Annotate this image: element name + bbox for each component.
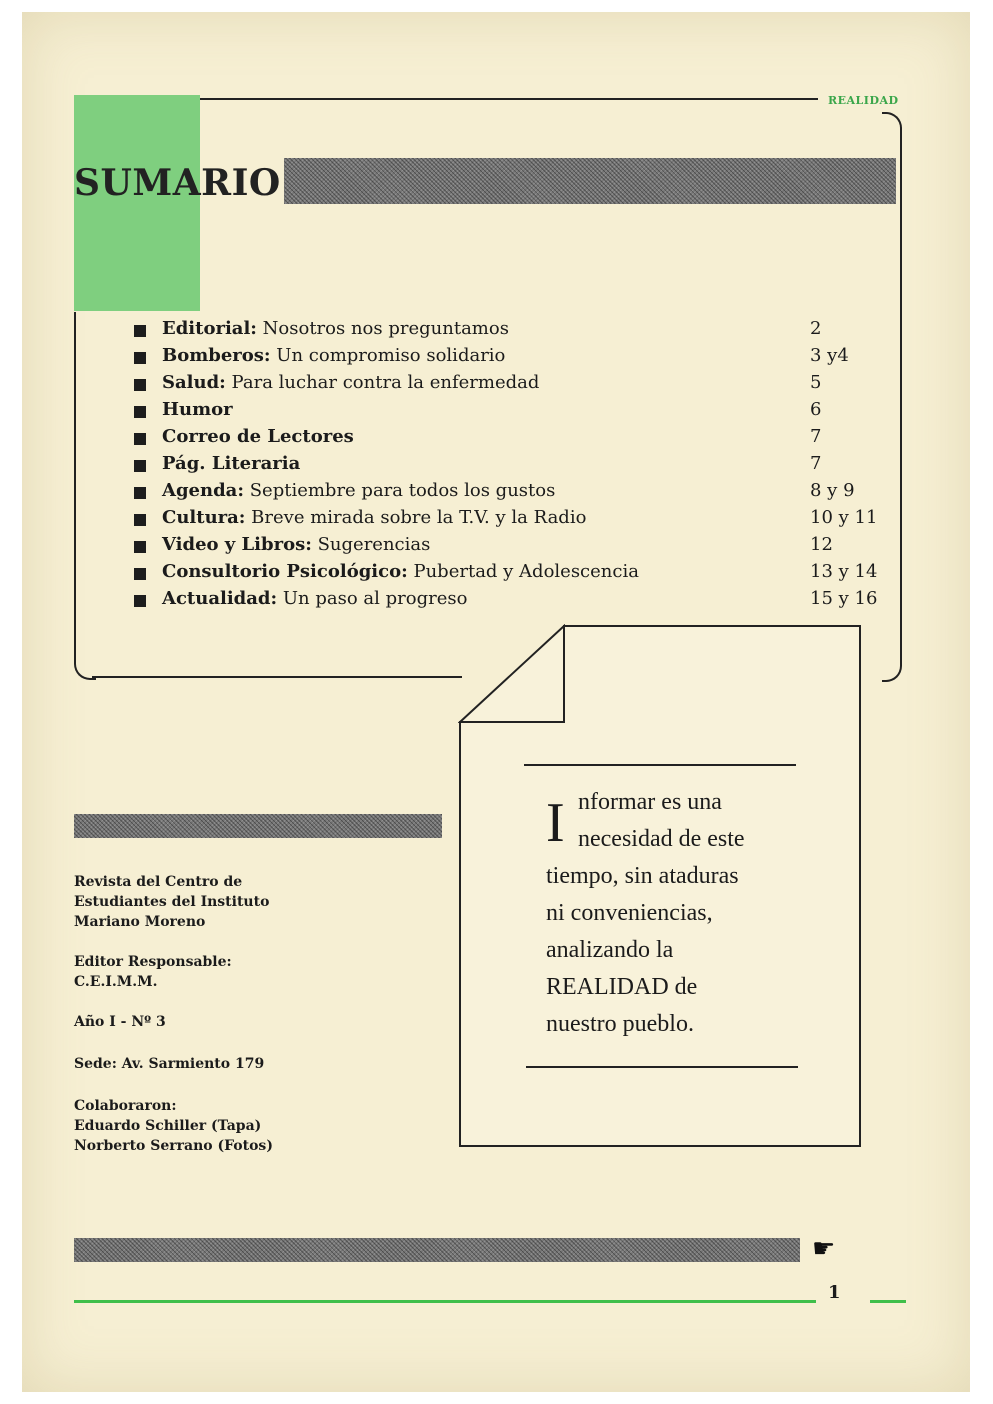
toc-page: 7 <box>810 453 822 474</box>
footer-green-rule-short <box>870 1300 906 1303</box>
index-frame-bottom-left <box>92 676 462 678</box>
toc-subtitle: Breve mirada sobre la T.V. y la Radio <box>245 507 587 528</box>
square-bullet-icon <box>134 595 146 607</box>
footer-green-rule <box>74 1300 816 1303</box>
info-hatched-bar <box>74 814 442 838</box>
quote-body: tiempo, sin ataduras ni conveniencias, analizando la REALIDAD de nuestro pueblo. <box>546 863 739 1037</box>
toc-subtitle: Para luchar contra la enfermedad <box>225 372 540 393</box>
magazine-page <box>22 12 970 1392</box>
publisher-line: Mariano Moreno <box>74 914 206 930</box>
toc-page: 3 y4 <box>810 345 849 366</box>
brand-label: REALIDAD <box>828 94 899 107</box>
square-bullet-icon <box>134 406 146 418</box>
publisher-line: Revista del Centro de <box>74 874 243 890</box>
toc-page: 7 <box>810 426 822 447</box>
toc-page: 5 <box>810 372 822 393</box>
square-bullet-icon <box>134 460 146 472</box>
toc-subtitle: Pubertad y Adolescencia <box>407 561 639 582</box>
toc-section: Humor <box>162 399 233 420</box>
publisher-line: Estudiantes del Instituto <box>74 894 270 910</box>
toc-section: Consultorio Psicológico: <box>162 561 408 582</box>
quote-dropcap: I <box>546 792 565 854</box>
toc-section: Video y Libros: <box>162 534 312 555</box>
square-bullet-icon <box>134 541 146 553</box>
toc-section: Editorial: <box>162 318 257 339</box>
toc-page: 8 y 9 <box>810 480 855 501</box>
page-title: SUMARIO <box>74 162 281 204</box>
square-bullet-icon <box>134 352 146 364</box>
pointing-hand-icon: ☛ <box>812 1234 836 1264</box>
toc-subtitle: Un paso al progreso <box>277 588 468 609</box>
toc-section: Agenda: <box>162 480 244 501</box>
toc-section: Correo de Lectores <box>162 426 354 447</box>
quote-top-rule <box>524 764 796 766</box>
square-bullet-icon <box>134 379 146 391</box>
toc-subtitle: Nosotros nos preguntamos <box>256 318 509 339</box>
toc-page: 13 y 14 <box>810 561 878 582</box>
header-top-rule <box>200 98 818 100</box>
issue-number: Año I - Nº 3 <box>74 1014 166 1030</box>
collaborator: Norberto Serrano (Fotos) <box>74 1138 273 1154</box>
toc-subtitle: Sugerencias <box>311 534 431 555</box>
collaborator: Eduardo Schiller (Tapa) <box>74 1118 262 1134</box>
footer-hatched-bar <box>74 1238 800 1262</box>
toc-page: 12 <box>810 534 833 555</box>
square-bullet-icon <box>134 487 146 499</box>
square-bullet-icon <box>134 325 146 337</box>
toc-subtitle: Un compromiso solidario <box>270 345 506 366</box>
editor-name: C.E.I.M.M. <box>74 974 158 990</box>
toc-section: Bomberos: <box>162 345 271 366</box>
toc-section: Cultura: <box>162 507 246 528</box>
square-bullet-icon <box>134 433 146 445</box>
toc-page: 2 <box>810 318 822 339</box>
toc-page: 6 <box>810 399 822 420</box>
toc-section: Actualidad: <box>162 588 278 609</box>
toc-section: Salud: <box>162 372 226 393</box>
toc-page: 15 y 16 <box>810 588 878 609</box>
toc-section: Pág. Literaria <box>162 453 301 474</box>
seat-address: Sede: Av. Sarmiento 179 <box>74 1056 265 1072</box>
table-of-contents <box>134 318 894 618</box>
square-bullet-icon <box>134 568 146 580</box>
masthead-info <box>74 872 414 1156</box>
quote-first-lines: nformar es una necesidad de este <box>578 789 745 852</box>
toc-page: 10 y 11 <box>810 507 878 528</box>
square-bullet-icon <box>134 514 146 526</box>
quote-bottom-rule <box>526 1066 798 1068</box>
toc-subtitle: Septiembre para todos los gustos <box>243 480 556 501</box>
title-hatched-bar <box>284 158 896 204</box>
collaborators-label: Colaboraron: <box>74 1098 177 1114</box>
editor-label: Editor Responsable: <box>74 954 232 970</box>
page-number: 1 <box>828 1282 841 1303</box>
index-frame-left <box>74 312 96 680</box>
